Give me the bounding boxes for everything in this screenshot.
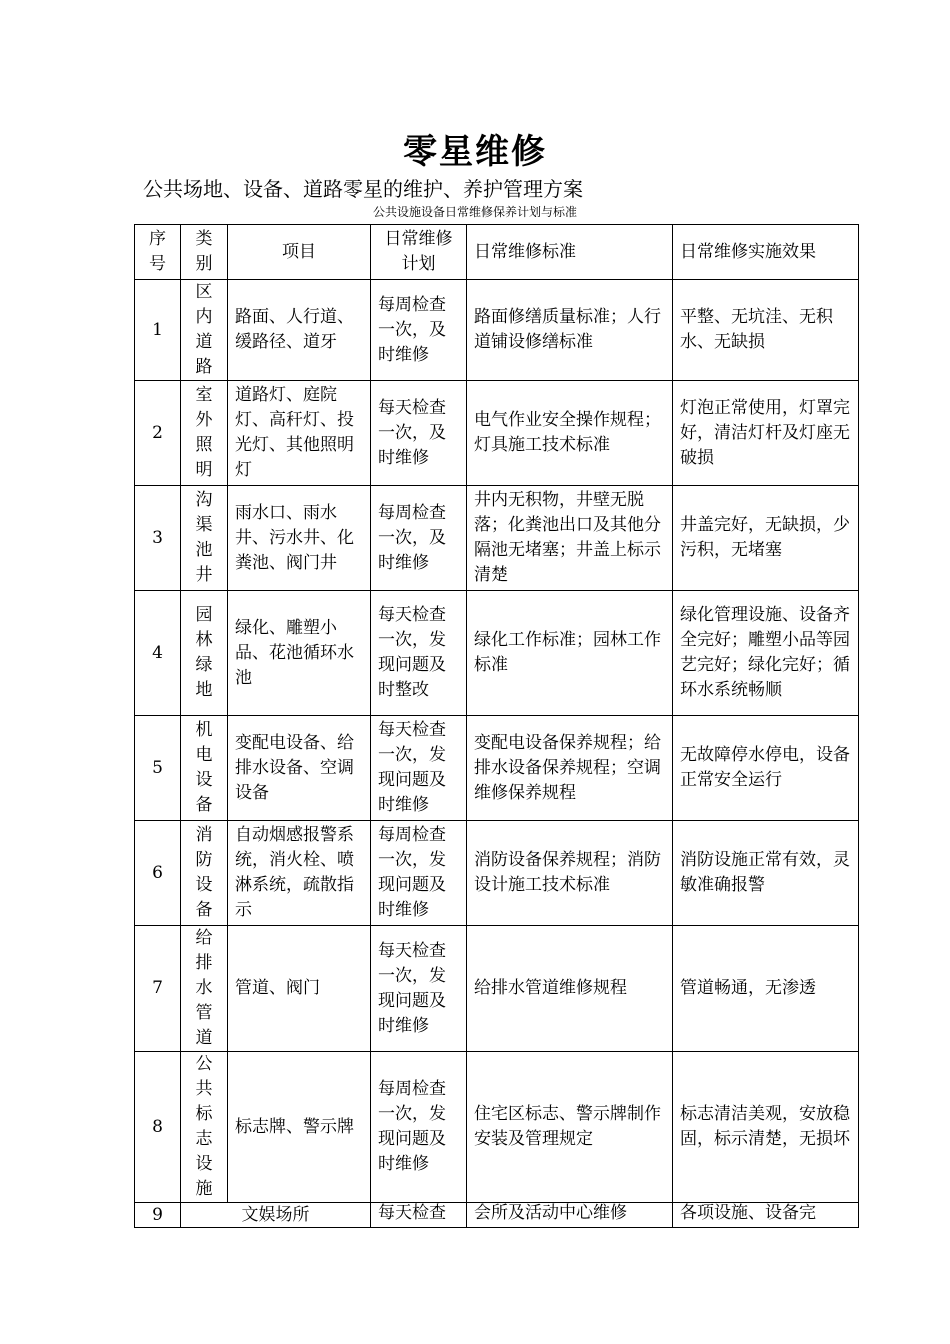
row-category: 消防设备 [181, 821, 228, 926]
table-row [135, 486, 859, 591]
row-effect: 无故障停水停电，设备正常安全运行 [673, 716, 859, 821]
table-row [135, 381, 859, 486]
row-plan: 每天检查一次，发现问题及时维修 [371, 716, 467, 821]
row-standard: 路面修缮质量标准；人行道铺设修缮标准 [467, 280, 673, 381]
row-plan: 每天检查一次，及时维修 [371, 381, 467, 486]
header-standard: 日常维修标准 [467, 225, 673, 280]
row-category: 给排水管道 [181, 926, 228, 1052]
row-category: 沟渠池井 [181, 486, 228, 591]
row-plan: 每周检查一次，发现问题及时维修 [371, 1052, 467, 1203]
row-no: 8 [135, 1052, 181, 1203]
row-no: 7 [135, 926, 181, 1052]
row-category: 公共标志设施 [181, 1052, 228, 1203]
row-item: 自动烟感报警系统，消火栓、喷淋系统，疏散指示 [228, 821, 371, 926]
row-plan: 每周检查一次，发现问题及时维修 [371, 821, 467, 926]
row-item: 文娱场所 [181, 1203, 371, 1228]
header-category: 类别 [181, 225, 228, 280]
table-row [135, 280, 859, 381]
table-row [135, 716, 859, 821]
row-category: 区内道路 [181, 280, 228, 381]
row-category: 室外照明 [181, 381, 228, 486]
row-category: 园林绿地 [181, 591, 228, 716]
row-no: 9 [135, 1203, 181, 1228]
row-item: 路面、人行道、缓路径、道牙 [228, 280, 371, 381]
row-no: 2 [135, 381, 181, 486]
row-item: 变配电设备、给排水设备、空调设备 [228, 716, 371, 821]
row-effect: 管道畅通，无渗透 [673, 926, 859, 1052]
header-no: 序号 [135, 225, 181, 280]
row-plan: 每周检查一次，及时维修 [371, 486, 467, 591]
table-header-row [135, 225, 859, 280]
row-standard: 电气作业安全操作规程；灯具施工技术标准 [467, 381, 673, 486]
table-row [135, 591, 859, 716]
row-item: 标志牌、警示牌 [228, 1052, 371, 1203]
page-title: 零星维修 [403, 132, 547, 172]
row-item: 道路灯、庭院灯、高秆灯、投光灯、其他照明灯 [228, 381, 371, 486]
row-standard: 住宅区标志、警示牌制作安装及管理规定 [467, 1052, 673, 1203]
header-plan: 日常维修计划 [371, 225, 467, 280]
row-standard: 变配电设备保养规程；给排水设备保养规程；空调维修保养规程 [467, 716, 673, 821]
row-item: 雨水口、雨水井、污水井、化粪池、阀门井 [228, 486, 371, 591]
row-no: 1 [135, 280, 181, 381]
row-effect: 各项设施、设备完 [673, 1203, 859, 1228]
table-row [135, 1052, 859, 1203]
row-no: 5 [135, 716, 181, 821]
table-row [135, 821, 859, 926]
row-no: 3 [135, 486, 181, 591]
row-plan: 每天检查一次，发现问题及时维修 [371, 926, 467, 1052]
table-row [135, 1203, 859, 1228]
row-item: 管道、阀门 [228, 926, 371, 1052]
maintenance-plan-table [134, 224, 859, 1228]
row-standard: 消防设备保养规程；消防设计施工技术标准 [467, 821, 673, 926]
row-standard: 会所及活动中心维修 [467, 1203, 673, 1228]
row-effect: 标志清洁美观，安放稳固，标示清楚，无损坏 [673, 1052, 859, 1203]
row-item: 绿化、雕塑小品、花池循环水池 [228, 591, 371, 716]
row-standard: 绿化工作标准；园林工作标准 [467, 591, 673, 716]
row-standard: 给排水管道维修规程 [467, 926, 673, 1052]
row-effect: 平整、无坑洼、无积水、无缺损 [673, 280, 859, 381]
header-item: 项目 [228, 225, 371, 280]
row-no: 4 [135, 591, 181, 716]
row-effect: 绿化管理设施、设备齐全完好；雕塑小品等园艺完好；绿化完好；循环水系统畅顺 [673, 591, 859, 716]
row-no: 6 [135, 821, 181, 926]
row-plan: 每周检查一次，及时维修 [371, 280, 467, 381]
row-standard: 井内无积物，井壁无脱落；化粪池出口及其他分隔池无堵塞；井盖上标示清楚 [467, 486, 673, 591]
page-subtitle: 公共场地、设备、道路零星的维护、养护管理方案 [143, 177, 583, 201]
row-effect: 井盖完好，无缺损，少污积，无堵塞 [673, 486, 859, 591]
row-plan: 每天检查一次，发现问题及时整改 [371, 591, 467, 716]
table-row [135, 926, 859, 1052]
row-effect: 消防设施正常有效，灵敏准确报警 [673, 821, 859, 926]
table-caption: 公共设施设备日常维修保养计划与标准 [372, 205, 577, 219]
header-effect: 日常维修实施效果 [673, 225, 859, 280]
row-plan: 每天检查 [371, 1203, 467, 1228]
row-effect: 灯泡正常使用，灯罩完好，清洁灯杆及灯座无破损 [673, 381, 859, 486]
row-category: 机电设备 [181, 716, 228, 821]
